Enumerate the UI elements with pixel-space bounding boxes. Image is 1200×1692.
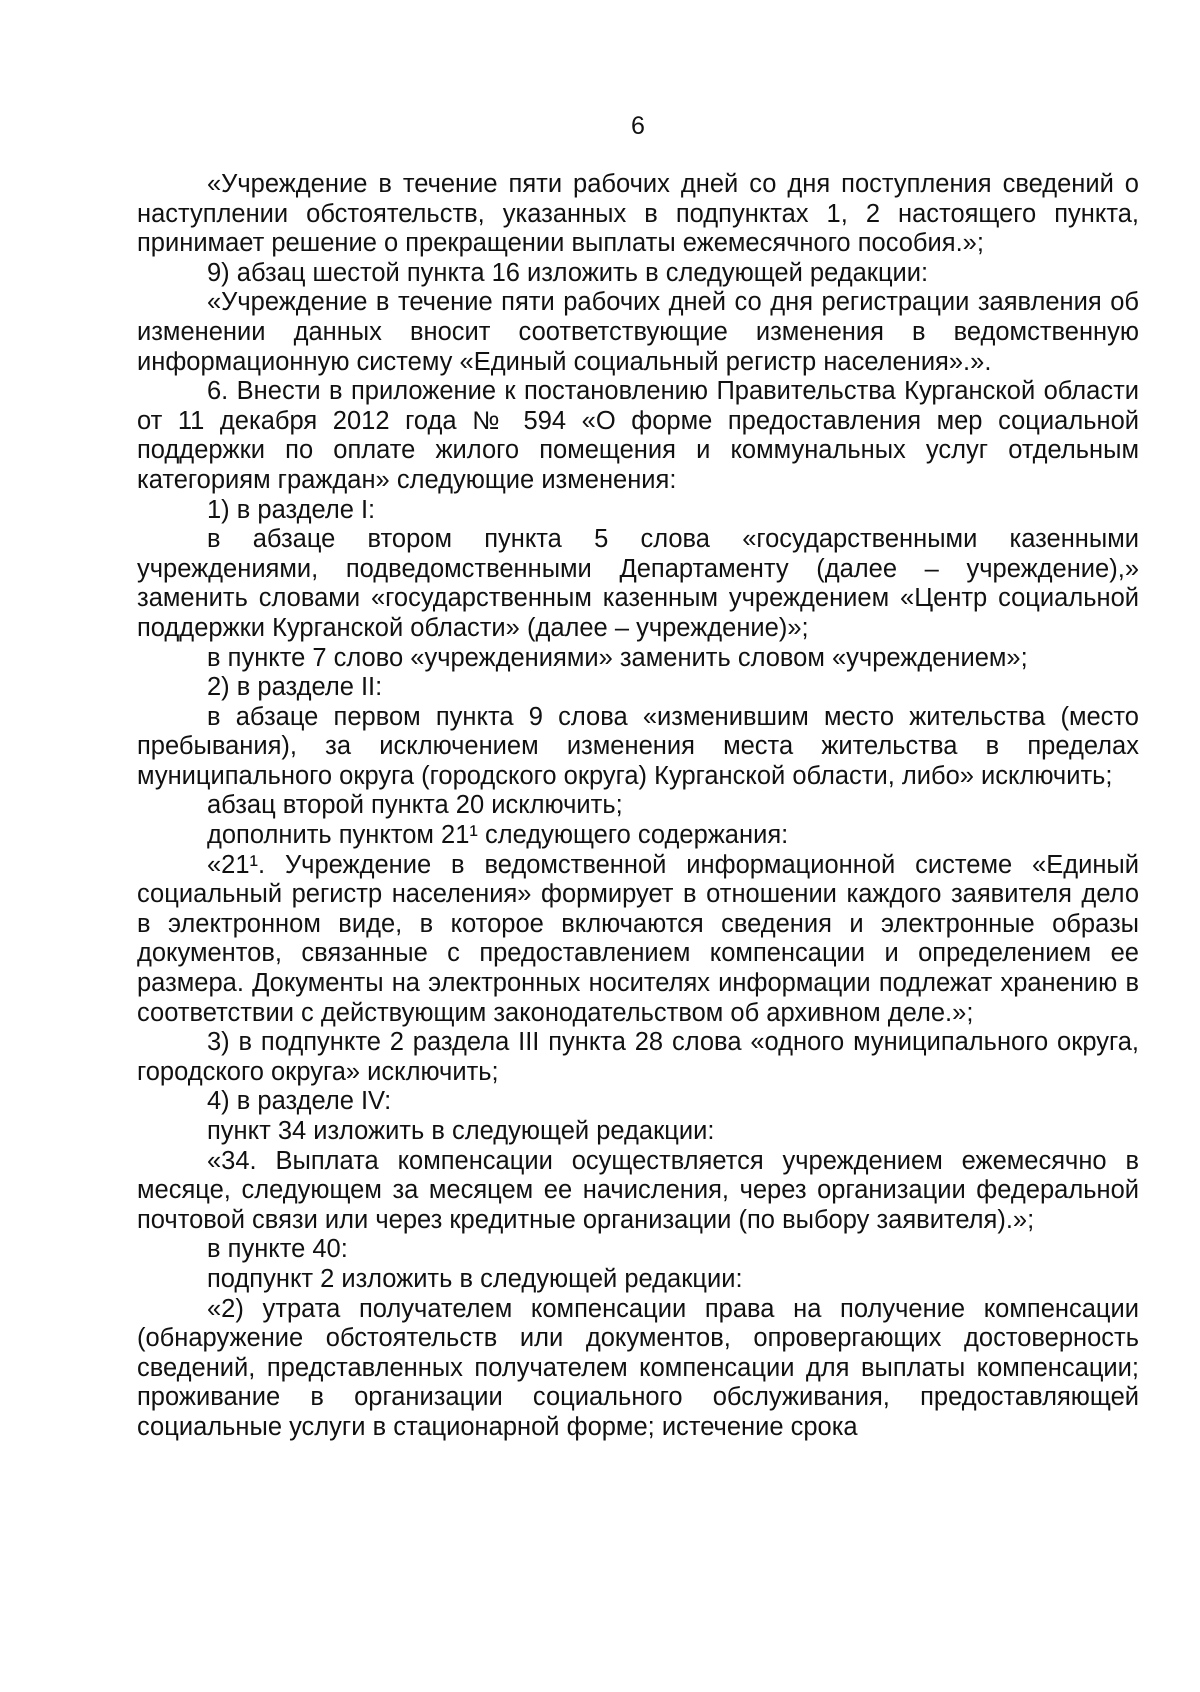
paragraph: дополнить пунктом 21¹ следующего содержания: — [207, 821, 789, 850]
paragraph: в абзаце втором пункта 5 слова «государственными казенными учреждениями, подведомственными Департаменту (далее – учреждение),» заменить словами «государственным казенным учреждением «Центр социальной поддержки Курганской области» (далее – учреждение)»; — [137, 525, 1139, 642]
paragraph: 1) в разделе I: — [207, 495, 376, 524]
paragraph: «Учреждение в течение пяти рабочих дней со дня поступления сведений о наступлении обстоятельств, указанных в подпунктах 1, 2 настоящего пункта, принимает решение о прекращении выплаты ежемесячного пособия.»; — [137, 170, 1139, 258]
paragraph: «21¹. Учреждение в ведомственной информационной системе «Единый социальный регистр населения» формирует в отношении каждого заявителя дело в электронном виде, в которое включаются сведения и электронные образы документов, связанные с предоставлением компенсации и определением ее размера. Документы на электронных носителях информации подлежат хранению в соответствии с действующим законодательством об архивном деле.»; — [137, 850, 1139, 1027]
paragraph: «2) утрата получателем компенсации права на получение компенсации (обнаружение обстоятельств или документов, опровергающих достоверность сведений, представленных получателем компенсации для выплаты компенсации; проживание в организации социального обслуживания, предоставляющей социальные услуги в стационарной форме; истечение срока — [137, 1294, 1139, 1441]
paragraph: 6. Внести в приложение к постановлению Правительства Курганской области от 11 декабря 2012 года № 594 «О форме предоставления мер социальной поддержки по оплате жилого помещения и коммунальных услуг отдельным категориям граждан» следующие изменения: — [137, 377, 1139, 494]
paragraph: «Учреждение в течение пяти рабочих дней со дня регистрации заявления об изменении данных вносит соответствующие изменения в ведомственную информационную систему «Единый социальный регистр населения».». — [137, 288, 1139, 376]
paragraph: 2) в разделе II: — [207, 673, 383, 702]
paragraph: абзац второй пункта 20 исключить; — [207, 791, 623, 820]
paragraph: пункт 34 изложить в следующей редакции: — [207, 1117, 715, 1145]
paragraph: в пункте 40: — [207, 1235, 348, 1264]
paragraph: в пункте 7 слово «учреждениями» заменить словом «учреждением»; — [207, 643, 1028, 672]
paragraph: 3) в подпункте 2 раздела III пункта 28 слова «одного муниципального округа, городского округа» исключить; — [137, 1028, 1139, 1086]
paragraph: в абзаце первом пункта 9 слова «изменившим место жительства (место пребывания), за исключением изменения места жительства в пределах муниципального округа (городского округа) Курганской области, либо» исключить; — [137, 702, 1139, 790]
page-number: 6 — [631, 112, 645, 140]
paragraph: подпункт 2 изложить в следующей редакции: — [207, 1264, 743, 1293]
document-body — [137, 170, 1139, 1443]
paragraph: 4) в разделе IV: — [207, 1087, 392, 1116]
paragraph: «34. Выплата компенсации осуществляется учреждением ежемесячно в месяце, следующем за месяцем ее начисления, через организации федеральной почтовой связи или через кредитные организации (по выбору заявителя).»; — [137, 1146, 1139, 1234]
paragraph: 9) абзац шестой пункта 16 изложить в следующей редакции: — [207, 258, 929, 287]
